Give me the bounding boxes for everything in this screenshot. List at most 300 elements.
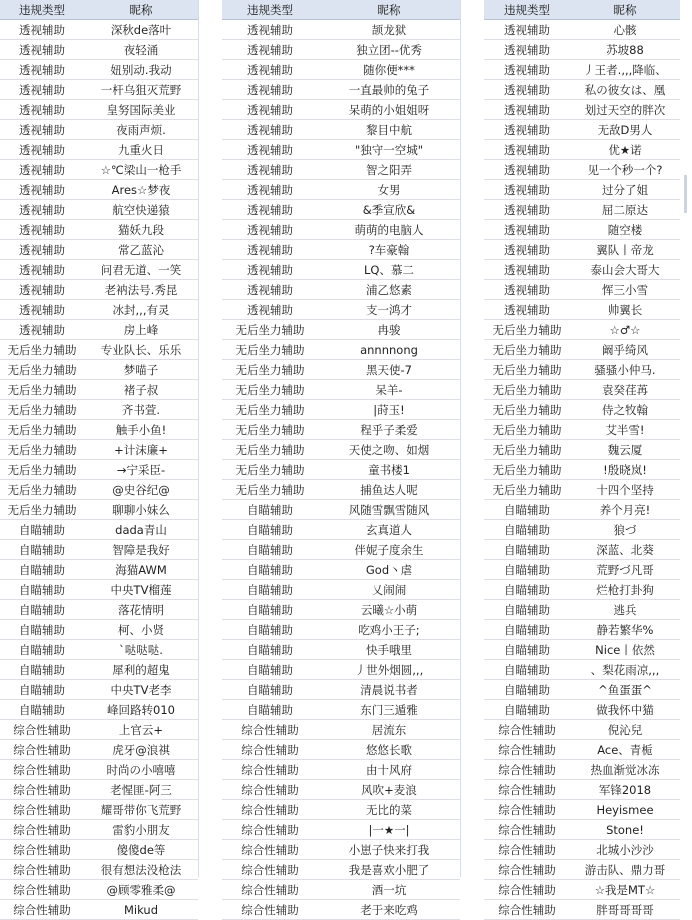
table-row xyxy=(222,820,460,840)
table-row xyxy=(484,240,680,260)
violation-type-cell: 综合性辅助 xyxy=(0,760,84,780)
nickname-cell: 雷豹小朋友 xyxy=(84,820,198,840)
nickname-cell: 专业队长、乐乐 xyxy=(84,340,198,360)
table-row xyxy=(222,580,460,600)
violation-type-cell: 透视辅助 xyxy=(484,80,570,100)
table-row xyxy=(0,800,198,820)
table-row xyxy=(0,420,198,440)
violation-type-cell: 综合性辅助 xyxy=(0,860,84,880)
nickname-cell: 我是喜欢小肥了 xyxy=(318,860,460,880)
violation-type-cell: 自瞄辅助 xyxy=(484,540,570,560)
header-nickname: 昵称 xyxy=(318,0,460,20)
table-row xyxy=(484,500,680,520)
table-row xyxy=(484,420,680,440)
nickname-cell: 伴妮子度余生 xyxy=(318,540,460,560)
violation-type-cell: 自瞄辅助 xyxy=(0,540,84,560)
nickname-cell: 袁癸荏苒 xyxy=(570,380,680,400)
nickname-cell: 捕鱼达人呢 xyxy=(318,480,460,500)
table-row xyxy=(222,40,460,60)
violation-type-cell: 无后坐力辅助 xyxy=(222,420,318,440)
nickname-cell: 过分了姐 xyxy=(570,180,680,200)
header-violation-type: 违规类型 xyxy=(484,0,570,20)
nickname-cell: 智障是我好 xyxy=(84,540,198,560)
nickname-cell: 云曦☆小萌 xyxy=(318,600,460,620)
table-row xyxy=(0,360,198,380)
violation-type-cell: 透视辅助 xyxy=(484,220,570,240)
table-row xyxy=(484,700,680,720)
violation-type-cell: 透视辅助 xyxy=(0,260,84,280)
nickname-cell: 支一鸿才 xyxy=(318,300,460,320)
violation-type-cell: 透视辅助 xyxy=(0,140,84,160)
nickname-cell: 很有想法没枪法 xyxy=(84,860,198,880)
nickname-cell: 帅翼长 xyxy=(570,300,680,320)
table-row xyxy=(222,60,460,80)
nickname-cell: 萌萌的电脑人 xyxy=(318,220,460,240)
table-row xyxy=(0,380,198,400)
violation-type-cell: 自瞄辅助 xyxy=(222,600,318,620)
violation-type-cell: 无后坐力辅助 xyxy=(0,360,84,380)
violation-type-cell: 透视辅助 xyxy=(484,300,570,320)
nickname-cell: 落花情明 xyxy=(84,600,198,620)
violation-type-cell: 综合性辅助 xyxy=(0,720,84,740)
nickname-cell: 、梨花雨凉,,, xyxy=(570,660,680,680)
table-row xyxy=(484,40,680,60)
violation-type-cell: 综合性辅助 xyxy=(222,840,318,860)
nickname-cell: 泰山会大哥大 xyxy=(570,260,680,280)
table-row xyxy=(0,60,198,80)
nickname-cell: 智之阳弄 xyxy=(318,160,460,180)
table-row xyxy=(0,540,198,560)
nickname-cell: LQ、慕二 xyxy=(318,260,460,280)
nickname-cell: 齐书萱. xyxy=(84,400,198,420)
violation-type-cell: 无后坐力辅助 xyxy=(0,420,84,440)
nickname-cell: `哒哒哒. xyxy=(84,640,198,660)
table-row xyxy=(484,880,680,900)
nickname-cell: 丿世外烟圆,,, xyxy=(318,660,460,680)
violation-type-cell: 综合性辅助 xyxy=(484,780,570,800)
violation-type-cell: 无后坐力辅助 xyxy=(484,400,570,420)
table-row xyxy=(222,220,460,240)
nickname-cell: 时尚の小嘻嘻 xyxy=(84,760,198,780)
violation-type-cell: 透视辅助 xyxy=(222,140,318,160)
table-row xyxy=(222,760,460,780)
nickname-cell: ☆℃梁山一枪手 xyxy=(84,160,198,180)
violation-type-cell: 综合性辅助 xyxy=(222,860,318,880)
table-row xyxy=(0,300,198,320)
nickname-cell: 划过天空的胖次 xyxy=(570,100,680,120)
table-row xyxy=(222,360,460,380)
table-row xyxy=(222,480,460,500)
table-row xyxy=(222,720,460,740)
violation-type-cell: 自瞄辅助 xyxy=(222,580,318,600)
nickname-cell: 阚乎绮风 xyxy=(570,340,680,360)
violation-type-cell: 自瞄辅助 xyxy=(484,680,570,700)
nickname-cell: ?车豪翰 xyxy=(318,240,460,260)
table-row xyxy=(222,340,460,360)
violation-type-cell: 无后坐力辅助 xyxy=(222,380,318,400)
violation-type-cell: 无后坐力辅助 xyxy=(222,320,318,340)
nickname-cell: Nice丨依然 xyxy=(570,640,680,660)
violation-type-cell: 无后坐力辅助 xyxy=(484,340,570,360)
nickname-cell: 皇努国际美业 xyxy=(84,100,198,120)
table-row xyxy=(0,100,198,120)
nickname-cell: @史谷纪@ xyxy=(84,480,198,500)
violation-type-cell: 无后坐力辅助 xyxy=(222,360,318,380)
nickname-cell: 养个月亮! xyxy=(570,500,680,520)
violation-type-cell: 自瞄辅助 xyxy=(0,680,84,700)
violation-type-cell: 自瞄辅助 xyxy=(222,640,318,660)
header-violation-type: 违规类型 xyxy=(0,0,84,20)
violation-type-cell: 自瞄辅助 xyxy=(222,620,318,640)
nickname-cell: 程乎子柔爱 xyxy=(318,420,460,440)
violation-type-cell: 自瞄辅助 xyxy=(484,580,570,600)
table-row xyxy=(484,360,680,380)
violation-type-cell: 无后坐力辅助 xyxy=(0,340,84,360)
violation-type-cell: 透视辅助 xyxy=(0,300,84,320)
nickname-cell: 心骸 xyxy=(570,20,680,40)
violation-type-cell: 无后坐力辅助 xyxy=(222,400,318,420)
header-nickname: 昵称 xyxy=(84,0,198,20)
nickname-cell: 冰封,,,有灵 xyxy=(84,300,198,320)
violation-type-cell: 透视辅助 xyxy=(484,240,570,260)
nickname-cell: 梦喵子 xyxy=(84,360,198,380)
table-row xyxy=(0,600,198,620)
table-row xyxy=(222,380,460,400)
nickname-cell: 吃鸡小王子; xyxy=(318,620,460,640)
table-row xyxy=(484,600,680,620)
nickname-cell: 私の彼女は、凰 xyxy=(570,80,680,100)
ban-table-1 xyxy=(0,0,198,920)
nickname-cell: 夜雨声烦. xyxy=(84,120,198,140)
nickname-cell: !殷晓岚! xyxy=(570,460,680,480)
violation-type-cell: 透视辅助 xyxy=(0,180,84,200)
nickname-cell: 艾半雪! xyxy=(570,420,680,440)
table-row xyxy=(484,540,680,560)
nickname-cell: 独立团--优秀 xyxy=(318,40,460,60)
table-row xyxy=(222,800,460,820)
violation-type-cell: 透视辅助 xyxy=(222,60,318,80)
violation-type-cell: 无后坐力辅助 xyxy=(0,440,84,460)
violation-type-cell: 综合性辅助 xyxy=(0,740,84,760)
nickname-cell: 玄真道人 xyxy=(318,520,460,540)
violation-type-cell: 综合性辅助 xyxy=(484,820,570,840)
violation-type-cell: 透视辅助 xyxy=(484,160,570,180)
table-row xyxy=(484,480,680,500)
nickname-cell: |莳玉! xyxy=(318,400,460,420)
table-row xyxy=(484,320,680,340)
violation-type-cell: 综合性辅助 xyxy=(0,780,84,800)
table-row xyxy=(484,340,680,360)
violation-type-cell: 无后坐力辅助 xyxy=(0,380,84,400)
nickname-cell: 九重火日 xyxy=(84,140,198,160)
table-row xyxy=(484,640,680,660)
table-row xyxy=(484,800,680,820)
table-row xyxy=(222,460,460,480)
table-row xyxy=(222,660,460,680)
table-row xyxy=(0,680,198,700)
table-row xyxy=(0,520,198,540)
table-row xyxy=(484,720,680,740)
violation-type-cell: 综合性辅助 xyxy=(484,720,570,740)
violation-type-cell: 综合性辅助 xyxy=(222,900,318,920)
table-row xyxy=(484,80,680,100)
nickname-cell: 一杆乌狙灭荒野 xyxy=(84,80,198,100)
violation-type-cell: 透视辅助 xyxy=(484,140,570,160)
nickname-cell: 天使之吻、如烟 xyxy=(318,440,460,460)
nickname-cell: 做我怀中猫 xyxy=(570,700,680,720)
violation-type-cell: 无后坐力辅助 xyxy=(484,420,570,440)
nickname-cell: 十四个坚持 xyxy=(570,480,680,500)
nickname-cell: ^鱼蛋蛋^ xyxy=(570,680,680,700)
violation-type-cell: 透视辅助 xyxy=(0,220,84,240)
table-row xyxy=(0,180,198,200)
table-row xyxy=(0,580,198,600)
header-row xyxy=(484,0,680,20)
violation-type-cell: 自瞄辅助 xyxy=(0,560,84,580)
nickname-cell: 无敌D男人 xyxy=(570,120,680,140)
nickname-cell: +计沫廉+ xyxy=(84,440,198,460)
violation-type-cell: 综合性辅助 xyxy=(0,800,84,820)
table-row xyxy=(222,160,460,180)
nickname-cell: God丶虐 xyxy=(318,560,460,580)
table-row xyxy=(484,400,680,420)
nickname-cell: 烂枪打卦狗 xyxy=(570,580,680,600)
nickname-cell: 柯、小贤 xyxy=(84,620,198,640)
table-row xyxy=(0,740,198,760)
violation-type-cell: 综合性辅助 xyxy=(484,800,570,820)
header-row xyxy=(222,0,460,20)
violation-type-cell: 透视辅助 xyxy=(484,20,570,40)
table-row xyxy=(484,300,680,320)
nickname-cell: 优★诺 xyxy=(570,140,680,160)
violation-type-cell: 自瞄辅助 xyxy=(222,560,318,580)
nickname-cell: 老衲法号.秀昆 xyxy=(84,280,198,300)
nickname-cell: 上官云+ xyxy=(84,720,198,740)
violation-type-cell: 无后坐力辅助 xyxy=(222,460,318,480)
violation-type-cell: 无后坐力辅助 xyxy=(484,360,570,380)
nickname-cell: 由十风府 xyxy=(318,760,460,780)
table-row xyxy=(0,780,198,800)
table-row xyxy=(484,820,680,840)
right-margin xyxy=(680,0,692,877)
violation-type-cell: 透视辅助 xyxy=(484,100,570,120)
table-row xyxy=(222,440,460,460)
violation-type-cell: 无后坐力辅助 xyxy=(0,460,84,480)
nickname-cell: 苏坡88 xyxy=(570,40,680,60)
table-row xyxy=(0,620,198,640)
nickname-cell: 黑天使-7 xyxy=(318,360,460,380)
violation-type-cell: 自瞄辅助 xyxy=(0,640,84,660)
header-row xyxy=(0,0,198,20)
table-row xyxy=(222,20,460,40)
violation-type-cell: 综合性辅助 xyxy=(0,840,84,860)
nickname-cell: 问君无道、一笑 xyxy=(84,260,198,280)
nickname-cell: 见一个秒一个? xyxy=(570,160,680,180)
violation-type-cell: 自瞄辅助 xyxy=(222,520,318,540)
nickname-cell: 深蓝、北葵 xyxy=(570,540,680,560)
nickname-cell: 触手小鱼! xyxy=(84,420,198,440)
table-row xyxy=(484,440,680,460)
violation-type-cell: 自瞄辅助 xyxy=(0,660,84,680)
table-row xyxy=(0,480,198,500)
table-row xyxy=(484,160,680,180)
nickname-cell: 妞别动.我动 xyxy=(84,60,198,80)
nickname-cell: 随空楼 xyxy=(570,220,680,240)
table-row xyxy=(484,200,680,220)
table-row xyxy=(484,120,680,140)
violation-type-cell: 透视辅助 xyxy=(0,40,84,60)
violation-type-cell: 无后坐力辅助 xyxy=(222,340,318,360)
nickname-cell: 颉龙狱 xyxy=(318,20,460,40)
violation-type-cell: 自瞄辅助 xyxy=(222,680,318,700)
table-row xyxy=(222,120,460,140)
violation-type-cell: 自瞄辅助 xyxy=(0,580,84,600)
table-row xyxy=(484,680,680,700)
nickname-cell: "独守一空城" xyxy=(318,140,460,160)
violation-type-cell: 透视辅助 xyxy=(0,80,84,100)
nickname-cell: 荒野づ凡哥 xyxy=(570,560,680,580)
table-row xyxy=(0,20,198,40)
violation-type-cell: 透视辅助 xyxy=(0,320,84,340)
table-row xyxy=(0,700,198,720)
nickname-cell: 夜轻涌 xyxy=(84,40,198,60)
nickname-cell: 海猫AWM xyxy=(84,560,198,580)
violation-type-cell: 透视辅助 xyxy=(0,160,84,180)
nickname-cell: 东门三遁雅 xyxy=(318,700,460,720)
table-row xyxy=(484,140,680,160)
violation-type-cell: 综合性辅助 xyxy=(484,740,570,760)
table-row xyxy=(0,760,198,780)
table-row xyxy=(0,460,198,480)
violation-type-cell: 自瞄辅助 xyxy=(222,660,318,680)
table-row xyxy=(484,560,680,580)
nickname-cell: 无比的菜 xyxy=(318,800,460,820)
violation-type-cell: 透视辅助 xyxy=(0,200,84,220)
nickname-cell: ☆我是MT☆ xyxy=(570,880,680,900)
nickname-cell: 老于来吃鸡 xyxy=(318,900,460,920)
table-row xyxy=(0,120,198,140)
nickname-cell: 北城小沙沙 xyxy=(570,840,680,860)
nickname-cell: Ace、青栀 xyxy=(570,740,680,760)
table-row xyxy=(0,40,198,60)
nickname-cell: 深秋de落叶 xyxy=(84,20,198,40)
nickname-cell: 一直最帅的兔子 xyxy=(318,80,460,100)
table-row xyxy=(0,260,198,280)
nickname-cell: 快手哦里 xyxy=(318,640,460,660)
nickname-cell: 中央TV老李 xyxy=(84,680,198,700)
nickname-cell: annnnong xyxy=(318,340,460,360)
violation-type-cell: 自瞄辅助 xyxy=(222,540,318,560)
table-row xyxy=(222,740,460,760)
table-row xyxy=(484,900,680,920)
table-row xyxy=(222,80,460,100)
violation-type-cell: 无后坐力辅助 xyxy=(222,440,318,460)
table-row xyxy=(222,540,460,560)
table-row xyxy=(0,660,198,680)
table-row xyxy=(0,400,198,420)
violation-type-cell: 自瞄辅助 xyxy=(484,520,570,540)
violation-type-cell: 无后坐力辅助 xyxy=(484,320,570,340)
violation-type-cell: 综合性辅助 xyxy=(484,840,570,860)
table-row xyxy=(0,220,198,240)
nickname-cell: 丿王者.,,,降临、 xyxy=(570,60,680,80)
violation-type-cell: 综合性辅助 xyxy=(222,720,318,740)
nickname-cell: 魏云厦 xyxy=(570,440,680,460)
table-row xyxy=(0,140,198,160)
violation-type-cell: 自瞄辅助 xyxy=(484,700,570,720)
violation-type-cell: 综合性辅助 xyxy=(222,820,318,840)
violation-type-cell: 透视辅助 xyxy=(222,20,318,40)
table-row xyxy=(222,320,460,340)
table-row xyxy=(222,560,460,580)
table-row xyxy=(0,160,198,180)
violation-type-cell: 综合性辅助 xyxy=(222,780,318,800)
nickname-cell: |一★一| xyxy=(318,820,460,840)
violation-type-cell: 自瞄辅助 xyxy=(222,700,318,720)
nickname-cell: 恽三小雪 xyxy=(570,280,680,300)
nickname-cell: 静若繁华% xyxy=(570,620,680,640)
ban-table-3 xyxy=(484,0,680,920)
violation-type-cell: 透视辅助 xyxy=(222,300,318,320)
violation-type-cell: 综合性辅助 xyxy=(222,760,318,780)
nickname-cell: 悠悠长歌 xyxy=(318,740,460,760)
violation-type-cell: 综合性辅助 xyxy=(484,880,570,900)
nickname-cell: 骚骚小仲马. xyxy=(570,360,680,380)
violation-type-cell: 透视辅助 xyxy=(484,280,570,300)
table-row xyxy=(484,380,680,400)
table-row xyxy=(222,680,460,700)
violation-type-cell: 透视辅助 xyxy=(222,180,318,200)
table-row xyxy=(484,260,680,280)
nickname-cell: 小崽子快来打我 xyxy=(318,840,460,860)
table-row xyxy=(484,280,680,300)
violation-type-cell: 透视辅助 xyxy=(484,260,570,280)
table-row xyxy=(222,500,460,520)
table-row xyxy=(0,80,198,100)
violation-type-cell: 透视辅助 xyxy=(0,60,84,80)
violation-type-cell: 自瞄辅助 xyxy=(0,620,84,640)
table-row xyxy=(484,740,680,760)
nickname-cell: 居流东 xyxy=(318,720,460,740)
violation-type-cell: 无后坐力辅助 xyxy=(484,480,570,500)
violation-type-cell: 综合性辅助 xyxy=(222,800,318,820)
violation-type-cell: 综合性辅助 xyxy=(484,860,570,880)
nickname-cell: 侍之牧翰 xyxy=(570,400,680,420)
violation-type-cell: 无后坐力辅助 xyxy=(484,440,570,460)
table-row xyxy=(0,640,198,660)
violation-type-cell: 自瞄辅助 xyxy=(0,520,84,540)
table-row xyxy=(222,700,460,720)
table-row xyxy=(484,460,680,480)
violation-type-cell: 自瞄辅助 xyxy=(484,620,570,640)
violation-type-cell: 自瞄辅助 xyxy=(484,500,570,520)
violation-type-cell: 透视辅助 xyxy=(484,180,570,200)
table-row xyxy=(222,260,460,280)
nickname-cell: ☆♂☆ xyxy=(570,320,680,340)
violation-type-cell: 自瞄辅助 xyxy=(0,700,84,720)
table-row xyxy=(0,840,198,860)
violation-type-cell: 自瞄辅助 xyxy=(222,500,318,520)
violation-type-cell: 透视辅助 xyxy=(0,240,84,260)
column-gap xyxy=(198,0,223,877)
nickname-cell: 乂闹闹 xyxy=(318,580,460,600)
violation-type-cell: 自瞄辅助 xyxy=(484,560,570,580)
nickname-cell: 黎目中航 xyxy=(318,120,460,140)
table-row xyxy=(0,240,198,260)
nickname-cell: 胖哥哥哥哥 xyxy=(570,900,680,920)
violation-type-cell: 透视辅助 xyxy=(222,260,318,280)
table-row xyxy=(0,340,198,360)
